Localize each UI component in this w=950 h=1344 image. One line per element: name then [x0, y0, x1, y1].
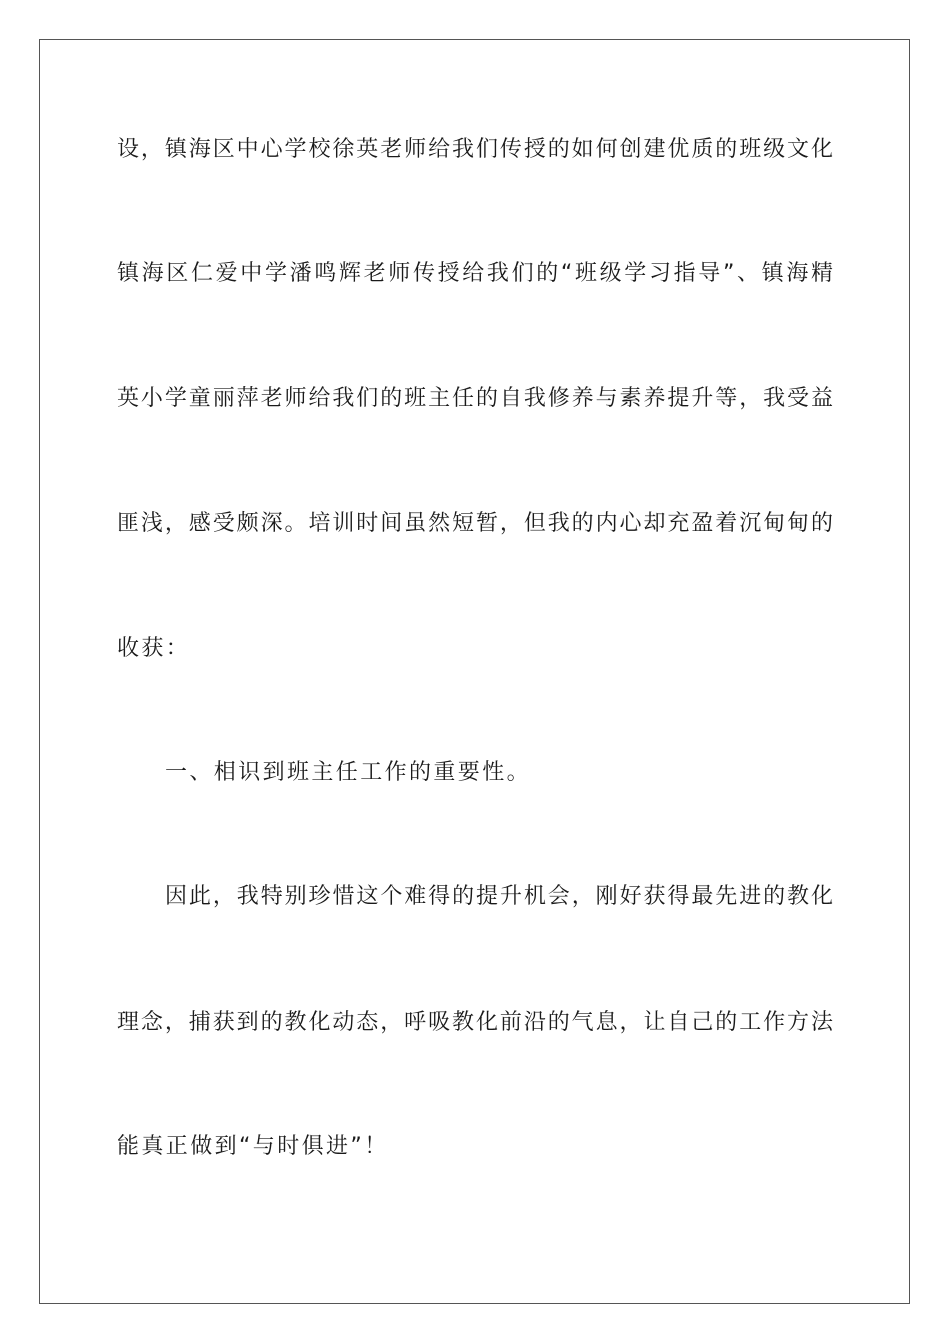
paragraph-line-7: 理念，捕获到的教化动态，呼吸教化前沿的气息，让自己的工作方法 — [117, 1010, 833, 1035]
paragraph-line-3: 英小学童丽萍老师给我们的班主任的自我修养与素养提升等，我受益 — [117, 386, 833, 411]
paragraph-line-2: 镇海区仁爱中学潘鸣辉老师传授给我们的“班级学习指导”、镇海精 — [117, 261, 833, 286]
paragraph-line-8: 能真正做到“与时俱进”！ — [117, 1134, 389, 1159]
paragraph-line-6: 因此，我特别珍惜这个难得的提升机会，刚好获得最先进的教化 — [165, 884, 833, 909]
paragraph-line-4: 匪浅，感受颇深。培训时间虽然短暂，但我的内心却充盈着沉甸甸的 — [117, 511, 833, 536]
paragraph-line-1: 设，镇海区中心学校徐英老师给我们传授的如何创建优质的班级文化 — [117, 137, 833, 162]
page-border — [39, 39, 910, 1304]
paragraph-line-5: 收获： — [117, 636, 191, 661]
section-heading: 一、相识到班主任工作的重要性。 — [165, 760, 532, 785]
